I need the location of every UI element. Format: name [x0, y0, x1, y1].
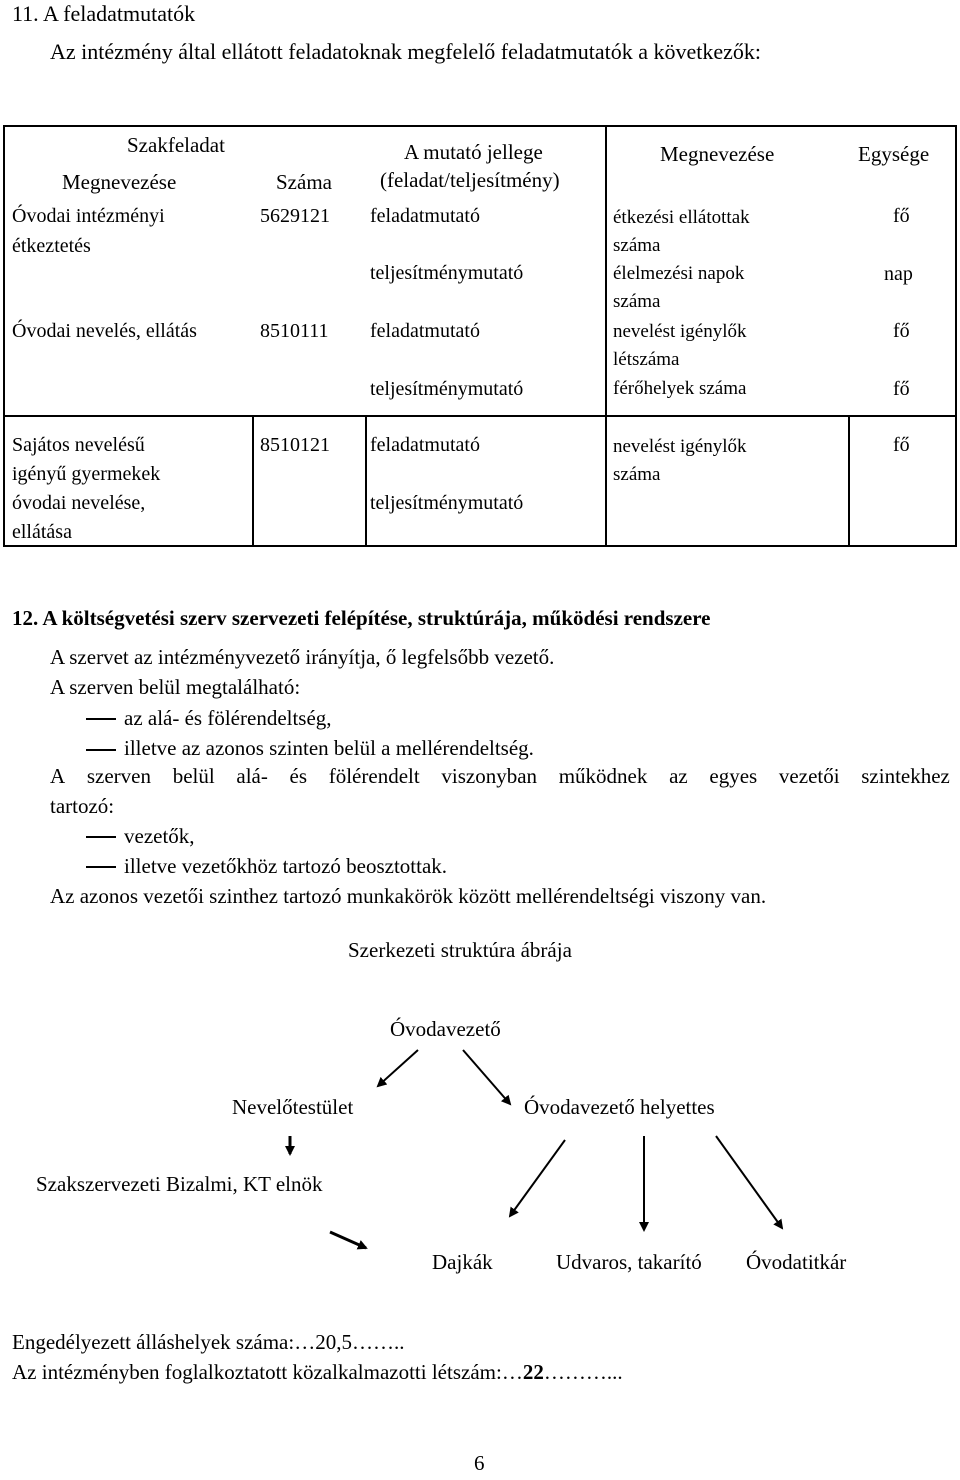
row1-unit1: fő — [893, 205, 910, 227]
p3-word: alá- — [236, 764, 268, 788]
row2-indicator1-line1: nevelést igénylők — [613, 321, 747, 342]
p3-word: és — [289, 764, 308, 788]
row2-name: Óvodai nevelés, ellátás — [12, 320, 197, 342]
p3-word: szerven — [86, 764, 151, 788]
dotted-leader: … — [294, 1330, 316, 1354]
dotted-leader: … — [501, 1360, 523, 1384]
row1-indicator2-line2: száma — [613, 291, 661, 312]
arrow-helyettes-to-ovodatitkar — [716, 1136, 782, 1228]
row1-unit2: nap — [884, 263, 913, 285]
row3-name-line3: óvodai nevelése, — [12, 492, 146, 514]
p3-word: az — [669, 764, 688, 788]
node-helyettes: Óvodavezető helyettes — [524, 1095, 715, 1119]
positions-line — [12, 1328, 404, 1356]
row1-code: 5629121 — [260, 205, 330, 227]
row1-type1: feladatmutató — [370, 205, 480, 227]
row3-indicator1-line1: nevelést igénylők — [613, 436, 747, 457]
row3-type2: teljesítménymutató — [370, 492, 524, 514]
node-dajkak: Dajkák — [432, 1250, 493, 1274]
row3-code: 8510121 — [260, 434, 330, 456]
list1-item2: illetve az azonos szinten belül a mellérendeltség. — [124, 736, 534, 760]
section-11-intro: Az intézmény által ellátott feladatoknak megfelelő feladatmutatók a következők: — [50, 39, 762, 64]
arrow-head-to-helyettes — [463, 1050, 510, 1104]
section-12-p3-line2: tartozó: — [50, 794, 115, 818]
node-udvaros: Udvaros, takarító — [556, 1250, 702, 1274]
section-12-p1: A szervet az intézményvezető irányítja, ő legfelsőbb vezető. — [50, 645, 555, 669]
p3-word: egyes — [709, 764, 758, 788]
header-egysege: Egysége — [858, 142, 930, 166]
row2-indicator2: férőhelyek száma — [613, 378, 747, 399]
employees-label: Az intézményben foglalkoztatott közalkalmazotti létszám: — [12, 1360, 502, 1384]
dotted-leader: ………. — [543, 1360, 613, 1384]
row3-unit1: fő — [893, 434, 910, 456]
employees-line: Az intézményben foglalkoztatott közalkalmazotti létszám:…22………... — [12, 1360, 623, 1384]
header-jelleg-line1: A mutató jellege — [404, 140, 543, 164]
header-szama: Száma — [276, 170, 332, 194]
arrow-head-to-nevelotestulet — [378, 1050, 418, 1086]
row3-name-line2: igényű gyermekek — [12, 463, 161, 485]
row2-type2: teljesítménymutató — [370, 378, 524, 400]
section-12-p2: A szerven belül megtalálható: — [50, 675, 301, 699]
section-12-heading: 12. A költségvetési szerv szervezeti felépítése, struktúrája, működési rendszere — [12, 606, 711, 630]
row1-type2: teljesítménymutató — [370, 262, 524, 284]
p3-word: belül — [172, 764, 215, 788]
list1-item1: az alá- és fölérendeltség, — [124, 706, 332, 730]
row2-type1: feladatmutató — [370, 320, 480, 342]
header-megnevezese: Megnevezése — [62, 170, 177, 194]
list2-item2: illetve vezetőkhöz tartozó beosztottak. — [124, 854, 448, 878]
row2-unit1: fő — [893, 320, 910, 342]
diagram-title: Szerkezeti struktúra ábrája — [348, 938, 572, 962]
row1-name-line1: Óvodai intézményi — [12, 205, 165, 227]
section-11-heading: 11. A feladatmutatók — [12, 1, 196, 26]
page-number: 6 — [474, 1451, 485, 1475]
row3-type1: feladatmutató — [370, 434, 480, 456]
p3-word: viszonyban — [441, 764, 538, 788]
employees-value: 22 — [522, 1360, 544, 1384]
row2-unit2: fő — [893, 378, 910, 400]
header-jelleg-line2: (feladat/teljesítmény) — [380, 168, 560, 192]
header-szakfeladat: Szakfeladat — [127, 133, 225, 157]
row1-name-line2: étkeztetés — [12, 235, 91, 257]
header-mutato-megnevezese: Megnevezése — [660, 142, 775, 166]
list2-item1: vezetők, — [124, 824, 195, 848]
positions-label: Engedélyezett álláshelyek száma: — [12, 1330, 295, 1354]
row1-indicator1-line1: étkezési ellátottak — [613, 207, 750, 228]
section-12-p4: Az azonos vezetői szinthez tartozó munkakörök között mellérendeltségi viszony van. — [50, 884, 767, 908]
p3-word: szintekhez — [861, 764, 950, 788]
p3-word: működnek — [558, 764, 648, 788]
row2-indicator1-line2: létszáma — [613, 349, 680, 370]
node-ovodavezeto: Óvodavezető — [390, 1017, 501, 1041]
row2-code: 8510111 — [260, 320, 329, 342]
row1-indicator1-line2: száma — [613, 235, 661, 256]
row3-indicator1-line2: száma — [613, 464, 661, 485]
p3-word: fölérendelt — [328, 764, 420, 788]
positions-value: 20,5 — [315, 1330, 352, 1354]
p3-word: A — [50, 764, 66, 788]
row3-name-line1: Sajátos nevelésű — [12, 434, 145, 456]
node-szakszervezet: Szakszervezeti Bizalmi, KT elnök — [36, 1172, 323, 1196]
node-nevelotestulet: Nevelőtestület — [232, 1095, 354, 1119]
arrow-helyettes-to-dajkak — [510, 1140, 565, 1216]
p3-word: vezetői — [778, 764, 840, 788]
arrow-to-dajkak — [330, 1232, 366, 1248]
row1-indicator2-line1: élelmezési napok — [613, 263, 745, 284]
node-ovodatitkar: Óvodatitkár — [746, 1250, 847, 1274]
row3-name-line4: ellátása — [12, 521, 72, 543]
dotted-leader: …….. — [351, 1330, 405, 1354]
